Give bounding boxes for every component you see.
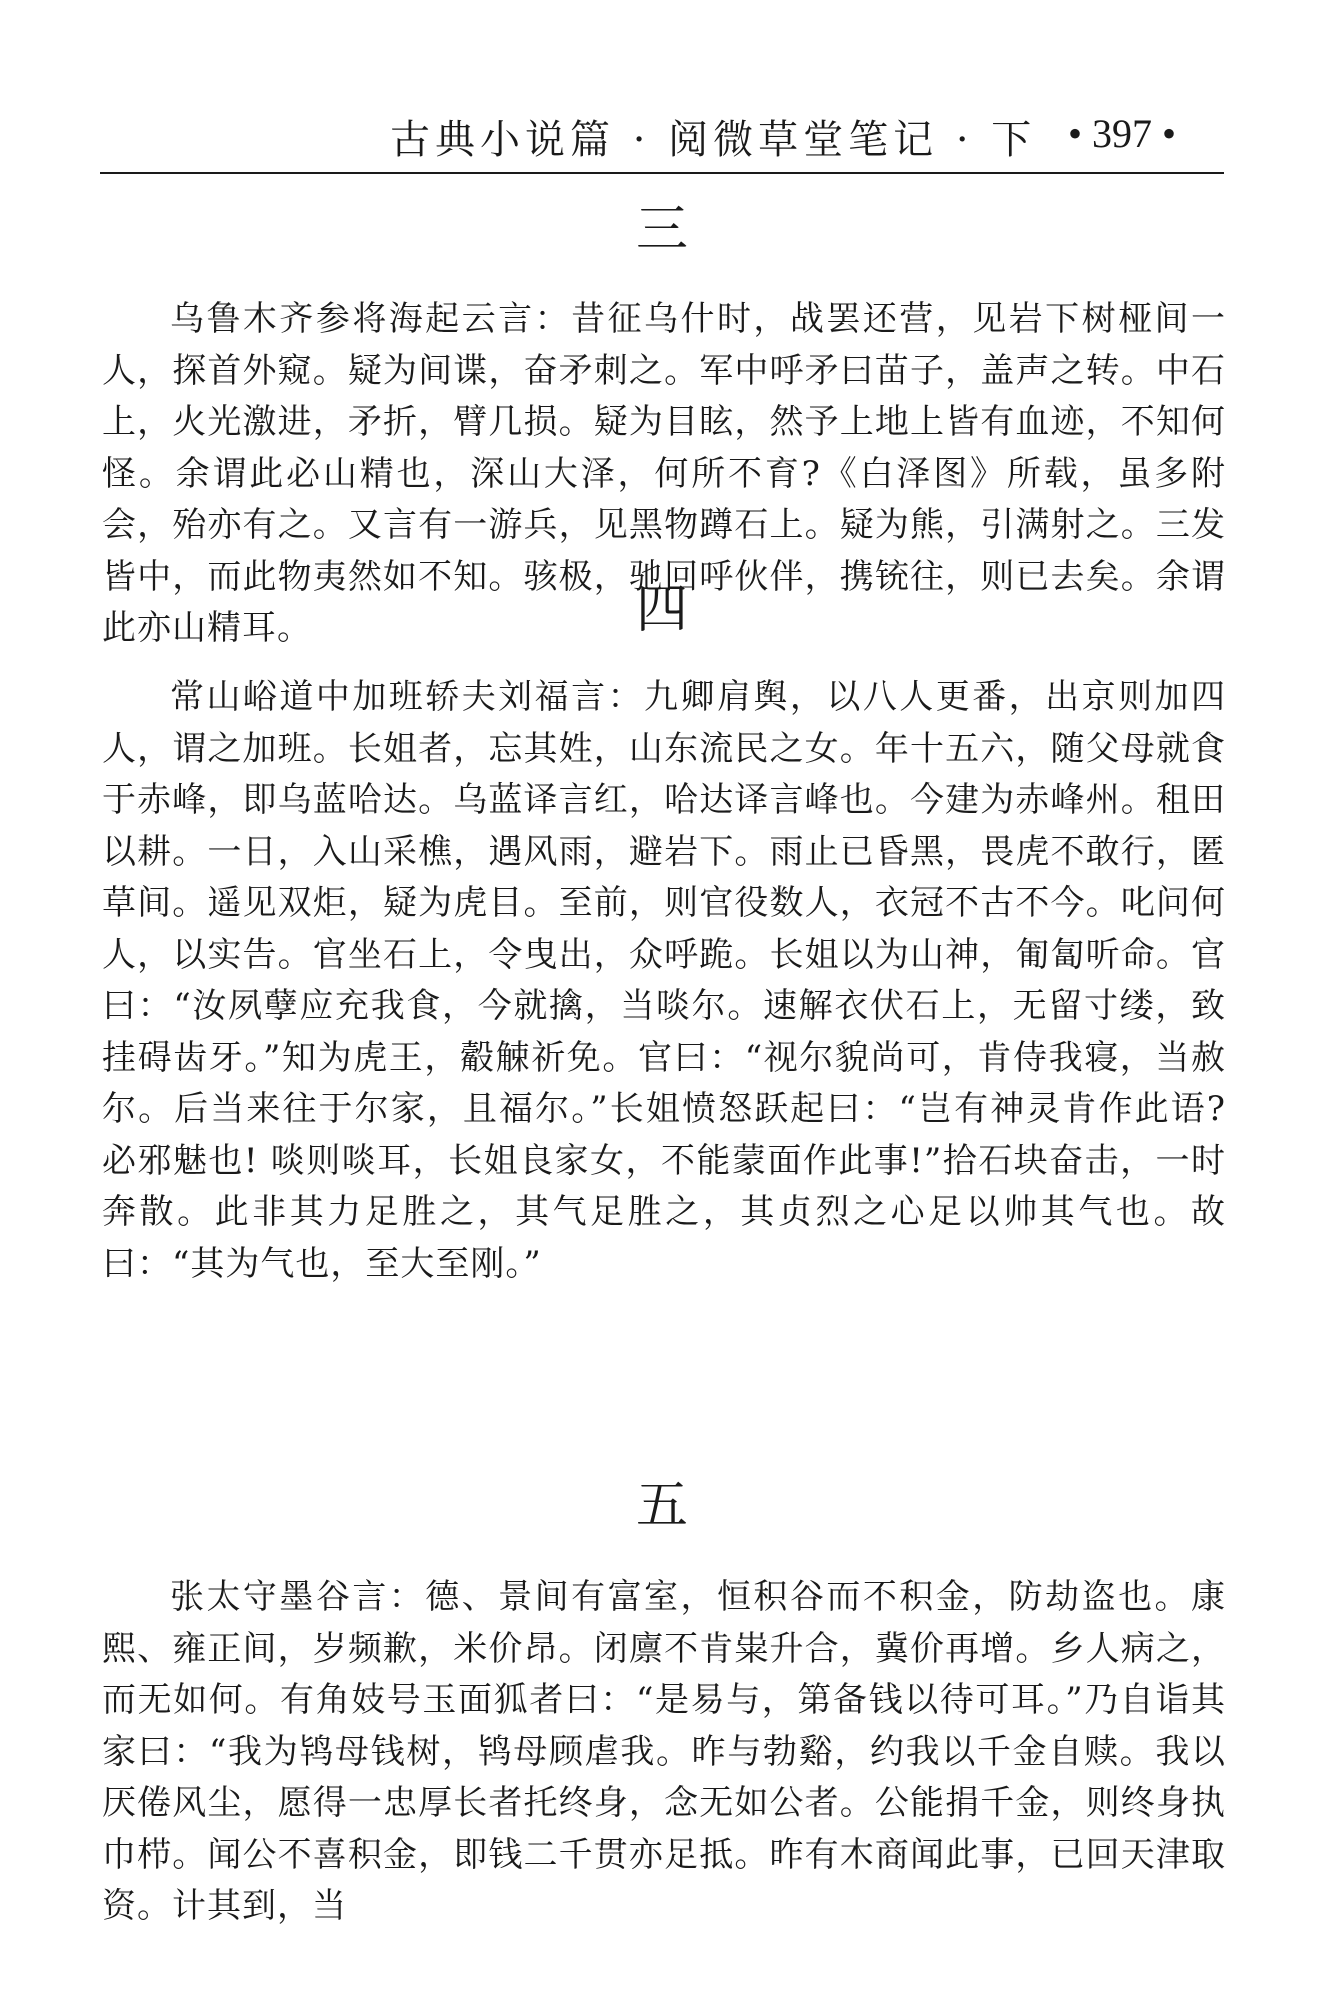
section-5-text: 张太守墨谷言：德、景间有富室，恒积谷而不积金，防劫盗也。康熙、雍正间，岁频歉，米价昂。闭廪不肯粜升合，冀价再增。乡人病之，而无如何。有角妓号玉面狐者曰：“是易与，第备钱以待可耳。”乃自诣其家曰：“我为鸨母钱树，鸨母顾虐我。昨与勃谿，约我以千金自赎。我以厌倦风尘，愿得一忠厚长者托终身，念无如公者。公能捐千金，则终身执巾栉。闻公不喜积金，即钱二千贯亦足抵。昨有木商闻此事，已回天津取资。计其到，当 xyxy=(102,1577,1226,1926)
section-number-3: 三 xyxy=(635,200,688,260)
header-title: 古典小说篇 · 阅微草堂笔记 · 下 xyxy=(390,117,1037,163)
section-3-text: 乌鲁木齐参将海起云言：昔征乌什时，战罢还营，见岩下树桠间一人，探首外窥。疑为间谍，奋矛刺之。军中呼矛曰苗子，盖声之转。中石上，火光激进，矛折，臂几损。疑为目眩，然予上地上皆有血迹，不知何怪。余谓此必山精也，深山大泽，何所不育?《白泽图》所载，虽多附会，殆亦有之。又言有一游兵，见黑物蹲石上。疑为熊，引满射之。三发皆中，而此物夷然如不知。骇极，驰回呼伙伴，携铳往，则已去矣。余谓此亦山精耳。 xyxy=(102,299,1226,648)
section-number-4: 四 xyxy=(635,580,688,640)
running-header xyxy=(100,96,1224,174)
section-number-5: 五 xyxy=(635,1476,688,1536)
section-4-text: 常山峪道中加班轿夫刘福言：九卿肩舆，以八人更番，出京则加四人，谓之加班。长姐者，忘其姓，山东流民之女。年十五六，随父母就食于赤峰，即乌蓝哈达。乌蓝译言红，哈达译言峰也。今建为赤峰州。租田以耕。一日，入山采樵，遇风雨，避岩下。雨止已昏黑，畏虎不敢行，匿草间。遥见双炬，疑为虎目。至前，则官役数人，衣冠不古不今。叱问何人，以实告。官坐石上，令曳出，众呼跪。长姐以为山神，匍匐听命。官曰：“汝夙孽应充我食，今就擒，当啖尔。速解衣伏石上，无留寸缕，致挂碍齿牙。”知为虎王，觳觫祈免。官曰：“视尔貌尚可，肯侍我寝，当赦尔。后当来往于尔家，且福尔。”长姐愤怒跃起曰：“岂有神灵肯作此语? 必邪魅也! 啖则啖耳，长姐良家女，不能蒙面作此事!”拾石块奋击，一时奔散。此非其力足胜之，其气足胜之，其贞烈之心足以帅其气也。故曰：“其为气也，至大至刚。” xyxy=(102,677,1226,1284)
page-number: • 397 • xyxy=(1067,111,1176,156)
